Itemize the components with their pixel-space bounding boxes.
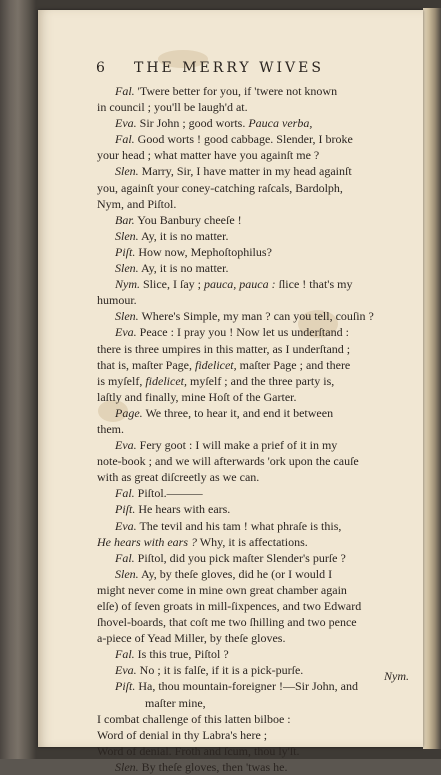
text-line — [97, 228, 414, 244]
line-text: We three, to hear it, and end it between — [142, 405, 334, 420]
speaker-name: Eva. — [115, 325, 137, 340]
line-text: ſlice ! that's my — [275, 277, 353, 292]
text-line — [97, 389, 414, 405]
line-text: humour. — [97, 293, 137, 308]
speaker-name: Piſt. — [115, 502, 136, 517]
line-text: your head ; what matter have you againſt me ? — [97, 148, 320, 163]
line-text: maſter mine, — [145, 695, 206, 710]
text-line — [97, 357, 414, 373]
text-line — [97, 180, 414, 196]
text-line — [97, 711, 414, 727]
line-text: Piſtol.——— — [134, 486, 203, 501]
italic-text: pauca, pauca : — [200, 277, 276, 292]
speaker-name: Slen. — [115, 759, 139, 774]
line-text: that is, maſter Page, — [97, 357, 192, 372]
speaker-name: Eva. — [115, 116, 137, 131]
line-text: is myſelf, — [97, 373, 143, 388]
line-text: in council ; you'll be laugh'd at. — [97, 100, 248, 115]
text-line — [97, 131, 414, 147]
line-text: maſter Page ; and there — [236, 357, 351, 372]
text-line — [97, 341, 414, 357]
play-text — [97, 83, 414, 775]
line-text: 'Twere better for you, if 'twere not known — [134, 84, 338, 98]
text-line — [97, 582, 414, 598]
text-line — [97, 373, 414, 389]
text-line — [97, 308, 414, 324]
text-line — [97, 292, 414, 308]
text-line — [97, 260, 414, 276]
line-text: Sir John ; good worts. — [136, 116, 246, 131]
speaker-name: Piſt. — [115, 244, 136, 259]
text-line — [97, 212, 414, 228]
running-header — [96, 60, 396, 80]
text-line — [97, 453, 414, 469]
text-line — [97, 437, 414, 453]
speaker-name: Bar. — [115, 212, 135, 227]
line-text: Word of denial in thy Labra's here ; — [97, 727, 268, 742]
line-text: Why, it is affectations. — [197, 534, 308, 549]
line-text: a-piece of Yead Miller, by theſe gloves. — [97, 631, 286, 646]
text-line — [97, 196, 414, 212]
text-line — [97, 630, 414, 646]
text-line — [97, 759, 414, 775]
line-text: ſhovel-boards, that coſt me two ſhilling and two pence — [97, 615, 357, 630]
line-text: Peace : I pray you ! Now let us underſtand : — [136, 325, 349, 340]
text-line — [97, 695, 414, 711]
speaker-name: Slen. — [115, 228, 139, 243]
speaker-name: Slen. — [115, 309, 139, 324]
text-line — [97, 678, 414, 694]
line-text: You Banbury cheeſe ! — [134, 212, 242, 227]
line-text: elſe) of ſeven groats in mill-ſixpences, and two Edward — [97, 599, 362, 613]
speaker-name: Slen. — [115, 566, 139, 581]
text-line — [97, 614, 414, 630]
text-line — [97, 550, 414, 566]
text-line — [97, 115, 414, 131]
line-text: By theſe gloves, then 'twas he. — [138, 759, 288, 774]
page-number: 6 — [96, 60, 107, 76]
text-line — [97, 405, 414, 421]
line-text: note-book ; and we will afterwards 'ork upon the cauſe — [97, 454, 359, 469]
line-text: laſtly and finally, mine Hoſt of the Garter. — [97, 389, 297, 404]
speaker-name: Eva. — [115, 663, 137, 678]
line-text: Ha, thou mountain-foreigner !—Sir John, and — [135, 679, 358, 694]
text-line — [97, 421, 414, 437]
text-line — [97, 566, 414, 582]
speaker-name: Fal. — [115, 132, 135, 147]
running-title: THE MERRY WIVES — [134, 60, 324, 76]
text-line — [97, 276, 414, 292]
catchword: Nym. — [384, 669, 409, 683]
italic-text: fidelicet, — [191, 357, 237, 372]
line-text: with as great diſcreetly as we can. — [97, 470, 260, 485]
line-text: Fery goot : I will make a prief of it in my — [136, 438, 338, 453]
line-text: Ay, it is no matter. — [138, 261, 229, 276]
text-line — [97, 662, 414, 678]
italic-text: He hears with ears ? — [97, 534, 197, 549]
text-line — [97, 598, 414, 614]
speaker-name: Fal. — [115, 550, 135, 565]
text-line — [97, 244, 414, 260]
line-text: How now, Mephoſtophilus? — [135, 244, 272, 259]
line-text: Piſtol, did you pick maſter Slender's purſe ? — [134, 550, 346, 565]
line-text: Slice, I ſay ; — [140, 277, 201, 292]
line-text: I combat challenge of this latten bilboe : — [97, 711, 291, 726]
line-text: myſelf ; and the three party is, — [186, 373, 335, 388]
line-text: you, againſt your coney-catching raſcals, Bardolph, — [97, 180, 343, 195]
italic-text: Pauca verba, — [245, 116, 313, 131]
line-text: Good worts ! good cabbage. Slender, I broke — [134, 132, 353, 147]
line-text: Where's Simple, my man ? can you tell, couſin ? — [138, 309, 374, 324]
line-text: Ay, by theſe gloves, did he (or I would I — [138, 566, 333, 581]
speaker-name: Nym. — [115, 277, 140, 292]
text-line — [97, 501, 414, 517]
speaker-name: Page. — [115, 405, 143, 420]
text-line — [97, 469, 414, 485]
italic-text: fidelicet, — [142, 373, 187, 388]
speaker-name: Fal. — [115, 84, 135, 98]
line-text: them. — [97, 421, 124, 436]
text-line — [97, 485, 414, 501]
text-line — [97, 646, 414, 662]
line-text: He hears with ears. — [135, 502, 231, 517]
speaker-name: Piſt. — [115, 679, 136, 694]
speaker-name: Slen. — [115, 164, 139, 179]
book-fore-edge — [423, 8, 441, 749]
text-line — [97, 534, 414, 550]
line-text: might never come in mine own great chamber again — [97, 582, 347, 597]
speaker-name: Eva. — [115, 438, 137, 453]
line-text: No ; it is falſe, if it is a pick-purſe. — [136, 663, 304, 678]
text-line — [97, 727, 414, 743]
speaker-name: Slen. — [115, 261, 139, 276]
line-text: Nym, and Piſtol. — [97, 196, 177, 211]
speaker-name: Eva. — [115, 518, 137, 533]
text-line — [97, 99, 414, 115]
text-line — [97, 518, 414, 534]
text-line — [97, 324, 414, 340]
text-line — [97, 163, 414, 179]
line-text: Ay, it is no matter. — [138, 228, 229, 243]
line-text: Marry, Sir, I have matter in my head againſt — [138, 164, 352, 179]
speaker-name: Fal. — [115, 486, 135, 501]
text-line — [97, 147, 414, 163]
line-text: there is three umpires in this matter, as I underſtand ; — [97, 341, 351, 356]
line-text: Word of denial. Froth and ſcum, thou ly'ſt. — [97, 743, 300, 758]
text-line — [97, 83, 414, 99]
line-text: The tevil and his tam ! what phraſe is this, — [136, 518, 342, 533]
line-text: Is this true, Piſtol ? — [134, 647, 229, 662]
text-line — [97, 743, 414, 759]
speaker-name: Fal. — [115, 647, 135, 662]
